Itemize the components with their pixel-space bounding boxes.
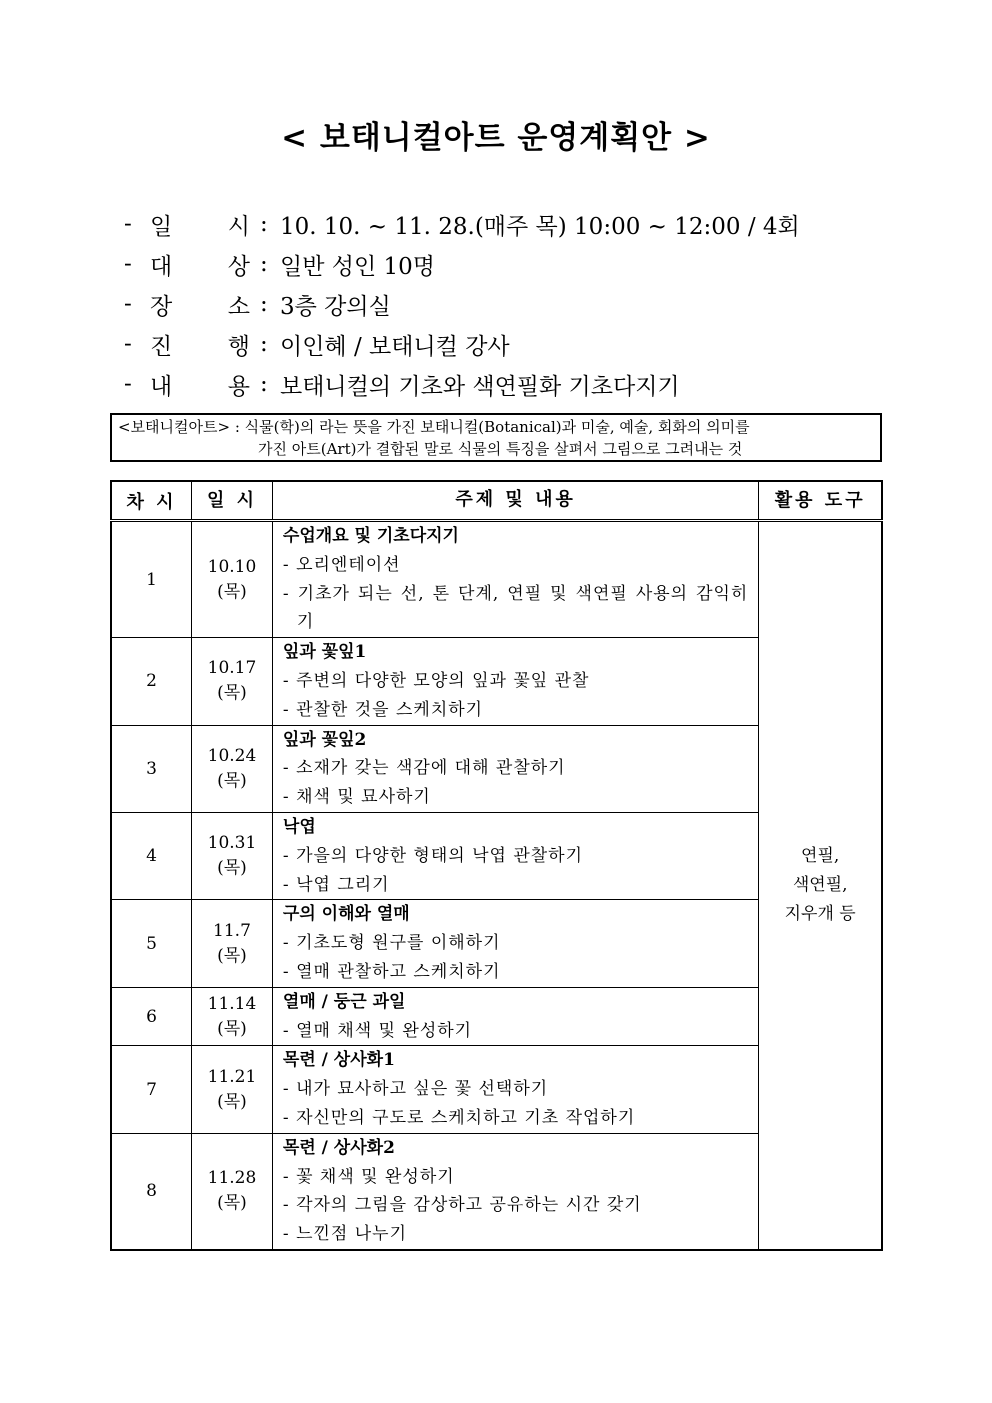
tools-cell — [759, 521, 882, 1250]
date-value: 10.24 — [207, 745, 257, 766]
session-number: 5 — [111, 900, 192, 987]
header-topic: 주제 및 내용 — [272, 481, 758, 521]
day-value: (목) — [217, 1091, 247, 1112]
session-number: 1 — [111, 521, 192, 638]
topic-title: 구의 이해와 열매 — [282, 904, 410, 925]
date-value: 11.7 — [213, 920, 251, 941]
session-topic — [272, 521, 758, 638]
date-value: 11.28 — [207, 1168, 257, 1189]
info-row-place — [124, 284, 800, 324]
topic-item: - 열매 채색 및 완성하기 — [282, 1020, 473, 1041]
day-value: (목) — [217, 581, 247, 602]
info-label — [150, 288, 260, 321]
definition-line-1: <보태니컬아트> : 식물(학)의 라는 뜻을 가진 보태니컬(Botanical)과 미술, 예술, 회화의 의미를 — [118, 418, 750, 436]
date-value: 10.17 — [207, 658, 257, 679]
definition-line-2: 가진 아트(Art)가 결합된 말로 식물의 특징을 살펴서 그림으로 그려내는 것 — [258, 440, 743, 458]
session-date — [192, 900, 273, 987]
info-label-char: 상 — [227, 253, 250, 280]
day-value: (목) — [217, 945, 247, 966]
tool-item: 지우개 등 — [784, 903, 856, 924]
info-colon: : — [260, 331, 268, 357]
topic-item: - 오리엔테이션 — [282, 554, 401, 575]
session-number: 8 — [111, 1133, 192, 1250]
info-row-host — [124, 324, 800, 364]
session-topic — [272, 638, 758, 725]
info-label-char: 대 — [150, 253, 173, 280]
info-dash: - — [124, 291, 132, 317]
session-topic — [272, 900, 758, 987]
date-value: 11.21 — [207, 1066, 257, 1087]
info-label-char: 행 — [227, 333, 250, 360]
info-dash: - — [124, 331, 132, 357]
day-value: (목) — [217, 683, 247, 704]
session-topic — [272, 725, 758, 812]
session-date — [192, 725, 273, 812]
table-row — [111, 521, 882, 638]
topic-item: - 낙엽 그리기 — [282, 874, 390, 895]
day-value: (목) — [217, 770, 247, 791]
info-colon: : — [260, 211, 268, 237]
session-date — [192, 521, 273, 638]
info-row-content — [124, 364, 800, 404]
info-value-content: 보태니컬의 기초와 색연필화 기초다지기 — [280, 373, 680, 400]
topic-item: - 가을의 다양한 형태의 낙엽 관찰하기 — [282, 845, 584, 866]
info-label-char: 진 — [150, 333, 173, 360]
session-date — [192, 1046, 273, 1133]
definition-box — [110, 413, 882, 462]
day-value: (목) — [217, 1193, 247, 1214]
topic-item: - 기초도형 원구를 이해하기 — [282, 933, 501, 954]
session-number: 7 — [111, 1046, 192, 1133]
info-label-char: 일 — [150, 213, 173, 240]
topic-item: - 내가 묘사하고 싶은 꽃 선택하기 — [282, 1079, 549, 1100]
schedule-table — [110, 480, 883, 1251]
info-value-schedule: 10. 10. ~ 11. 28.(매주 목) 10:00 ~ 12:00 / 4회 — [280, 213, 800, 240]
info-row-target — [124, 244, 800, 284]
session-topic — [272, 987, 758, 1046]
session-topic — [272, 1133, 758, 1250]
info-label-char: 소 — [227, 293, 250, 320]
info-colon: : — [260, 251, 268, 277]
info-label-char: 용 — [227, 373, 250, 400]
page-title: < 보태니컬아트 운영계획안 > — [281, 120, 711, 156]
header-tools: 활용 도구 — [759, 481, 882, 521]
session-date — [192, 1133, 273, 1250]
topic-title: 낙엽 — [282, 816, 316, 837]
day-value: (목) — [217, 1018, 247, 1039]
info-label — [150, 328, 260, 361]
info-colon: : — [260, 371, 268, 397]
table-header-row — [111, 481, 882, 521]
topic-item: - 느낀점 나누기 — [282, 1224, 408, 1245]
topic-title: 잎과 꽃잎1 — [282, 642, 367, 663]
date-value: 10.10 — [207, 556, 257, 577]
info-value-target: 일반 성인 10명 — [280, 253, 435, 280]
info-dash: - — [124, 251, 132, 277]
session-number: 4 — [111, 812, 192, 899]
session-topic — [272, 1046, 758, 1133]
info-label — [150, 208, 260, 241]
info-label — [150, 368, 260, 401]
date-value: 11.14 — [207, 993, 257, 1014]
day-value: (목) — [217, 858, 247, 879]
info-label-char: 내 — [150, 373, 173, 400]
info-dash: - — [124, 211, 132, 237]
date-value: 10.31 — [207, 833, 257, 854]
info-dash: - — [124, 371, 132, 397]
session-date — [192, 638, 273, 725]
session-number: 6 — [111, 987, 192, 1046]
topic-item: - 채색 및 묘사하기 — [282, 787, 431, 808]
header-session: 차 시 — [111, 481, 192, 521]
info-colon: : — [260, 291, 268, 317]
info-value-place: 3층 강의실 — [280, 293, 391, 320]
info-label — [150, 248, 260, 281]
tool-item: 연필, — [801, 845, 840, 866]
topic-title: 잎과 꽃잎2 — [282, 729, 367, 750]
info-label-char: 장 — [150, 293, 173, 320]
topic-item: - 자신만의 구도로 스케치하고 기초 작업하기 — [282, 1107, 636, 1128]
session-date — [192, 987, 273, 1046]
info-value-host: 이인혜 / 보태니컬 강사 — [280, 333, 510, 360]
topic-title: 목련 / 상사화2 — [282, 1137, 395, 1158]
topic-title: 목련 / 상사화1 — [282, 1050, 395, 1071]
topic-item: - 꽃 채색 및 완성하기 — [282, 1166, 455, 1187]
info-row-schedule — [124, 204, 800, 244]
topic-item: - 각자의 그림을 감상하고 공유하는 시간 갖기 — [282, 1195, 642, 1216]
topic-item: - 소재가 갖는 색감에 대해 관찰하기 — [282, 758, 566, 779]
topic-item: - 기초가 되는 선, 톤 단계, 연필 및 색연필 사용의 감익히기 — [282, 583, 749, 633]
topic-item: - 열매 관찰하고 스케치하기 — [282, 961, 501, 982]
info-list — [124, 204, 800, 404]
session-topic — [272, 812, 758, 899]
tool-item: 색연필, — [792, 874, 848, 895]
session-number: 2 — [111, 638, 192, 725]
topic-title: 열매 / 둥근 과일 — [282, 991, 406, 1012]
topic-item: - 관찰한 것을 스케치하기 — [282, 699, 484, 720]
topic-item: - 주변의 다양한 모양의 잎과 꽃잎 관찰 — [282, 670, 590, 691]
info-label-char: 시 — [227, 213, 250, 240]
header-date: 일 시 — [192, 481, 273, 521]
session-number: 3 — [111, 725, 192, 812]
session-date — [192, 812, 273, 899]
topic-title: 수업개요 및 기초다지기 — [282, 526, 459, 546]
